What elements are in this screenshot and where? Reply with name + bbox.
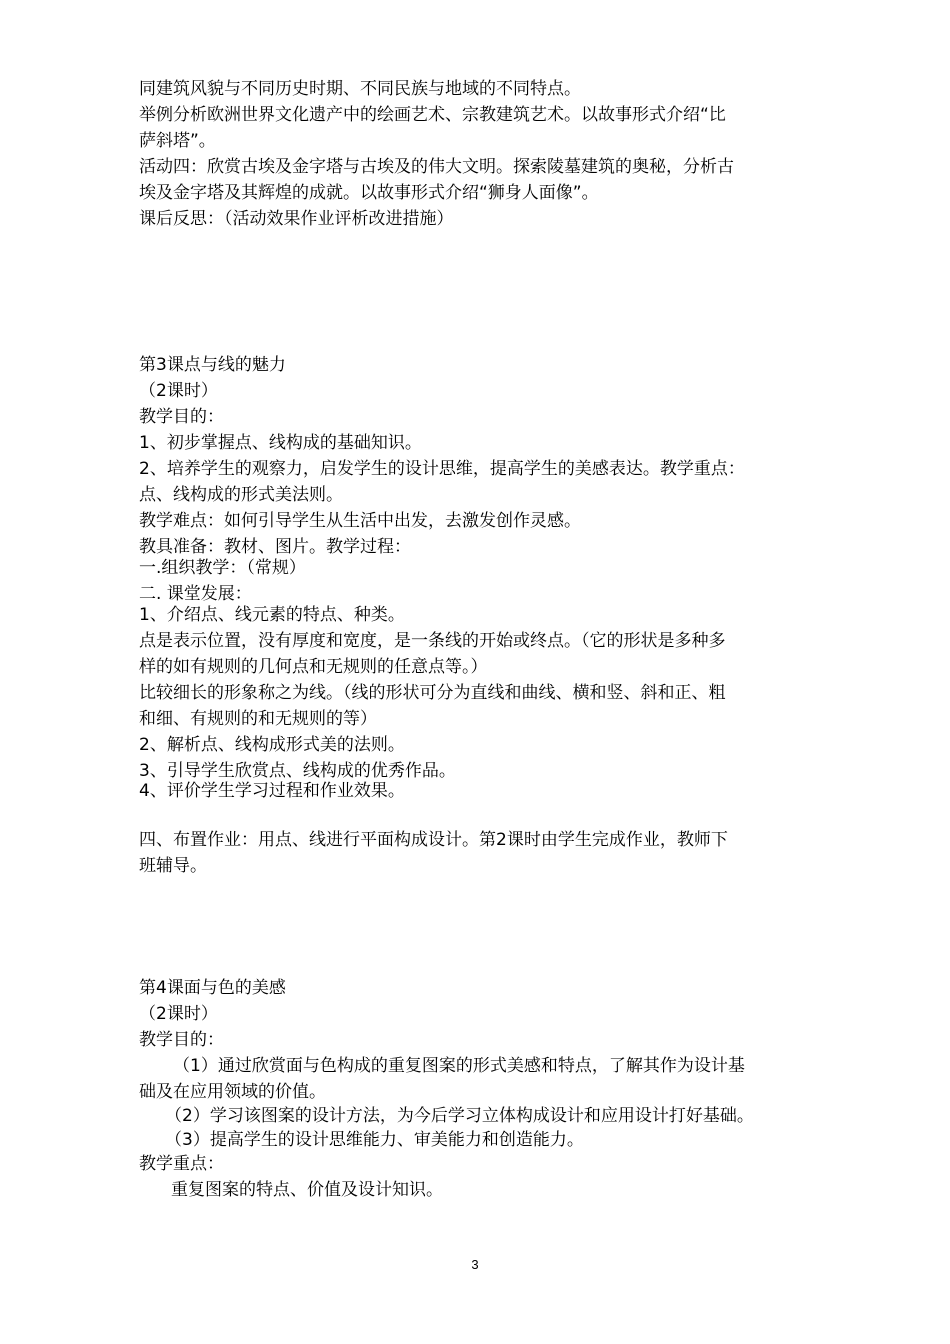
lesson3-line: 四、布置作业：用点、线进行平面构成设计。第2课时由学生完成作业，教师下 (139, 830, 728, 850)
lesson4-line: 教学重点： (139, 1154, 224, 1174)
lesson3-line: 点是表示位置，没有厚度和宽度，是一条线的开始或终点。（它的形状是多种多 (139, 631, 726, 651)
lesson3-line: 一.组织教学：（常规） (139, 558, 306, 578)
lesson3-line: 班辅导。 (139, 856, 207, 876)
lesson3-line: 3、引导学生欣赏点、线构成的优秀作品。 (139, 761, 456, 781)
lesson4-line: 础及在应用领域的价值。 (139, 1082, 326, 1102)
lesson3-line: 2、培养学生的观察力，启发学生的设计思维，提高学生的美感表达。教学重点： (139, 459, 745, 479)
lesson3-line: 样的如有规则的几何点和无规则的任意点等。） (139, 657, 488, 677)
intro-line-5: 埃及金字塔及其辉煌的成就。以故事形式介绍“狮身人面像”。 (139, 183, 599, 203)
lesson3-line: 点、线构成的形式美法则。 (139, 485, 343, 505)
lesson3-line: 教学目的： (139, 407, 224, 427)
lesson3-line: 1、介绍点、线元素的特点、种类。 (139, 605, 405, 625)
lesson3-line: 1、初步掌握点、线构成的基础知识。 (139, 433, 422, 453)
lesson4-line: （2）学习该图案的设计方法，为今后学习立体构成设计和应用设计打好基础。 (165, 1106, 754, 1126)
lesson4-title: 第4课面与色的美感 (139, 978, 286, 998)
intro-line-1: 同建筑风貌与不同历史时期、不同民族与地域的不同特点。 (139, 79, 581, 99)
lesson3-line: 二. 课堂发展： (139, 584, 252, 604)
lesson4-line: 重复图案的特点、价值及设计知识。 (171, 1180, 443, 1200)
lesson3-line: 2、解析点、线构成形式美的法则。 (139, 735, 405, 755)
intro-line-3: 萨斜塔”。 (139, 131, 216, 151)
lesson3-line: 4、评价学生学习过程和作业效果。 (139, 781, 405, 801)
intro-line-4: 活动四：欣赏古埃及金字塔与古埃及的伟大文明。探索陵墓建筑的奥秘，分析古 (139, 157, 734, 177)
lesson3-line: 和细、有规则的和无规则的等） (139, 709, 377, 729)
intro-line-6: 课后反思：（活动效果作业评析改进措施） (139, 209, 454, 229)
lesson4-hours: （2课时） (139, 1004, 218, 1024)
lesson3-line: 教学难点：如何引导学生从生活中出发，去激发创作灵感。 (139, 511, 581, 531)
lesson4-line: 教学目的： (139, 1030, 224, 1050)
lesson3-line: 比较细长的形象称之为线。（线的形状可分为直线和曲线、横和竖、斜和正、粗 (139, 683, 726, 703)
lesson3-line: 教具准备：教材、图片。教学过程： (139, 537, 411, 557)
lesson4-line: （1）通过欣赏面与色构成的重复图案的形式美感和特点，了解其作为设计基 (173, 1056, 745, 1076)
lesson4-line: （3）提高学生的设计思维能力、审美能力和创造能力。 (165, 1130, 584, 1150)
lesson3-hours: （2课时） (139, 381, 218, 401)
page-number: 3 (471, 1257, 479, 1272)
lesson3-title: 第3课点与线的魅力 (139, 355, 286, 375)
intro-line-2: 举例分析欧洲世界文化遗产中的绘画艺术、宗教建筑艺术。以故事形式介绍“比 (139, 105, 726, 125)
